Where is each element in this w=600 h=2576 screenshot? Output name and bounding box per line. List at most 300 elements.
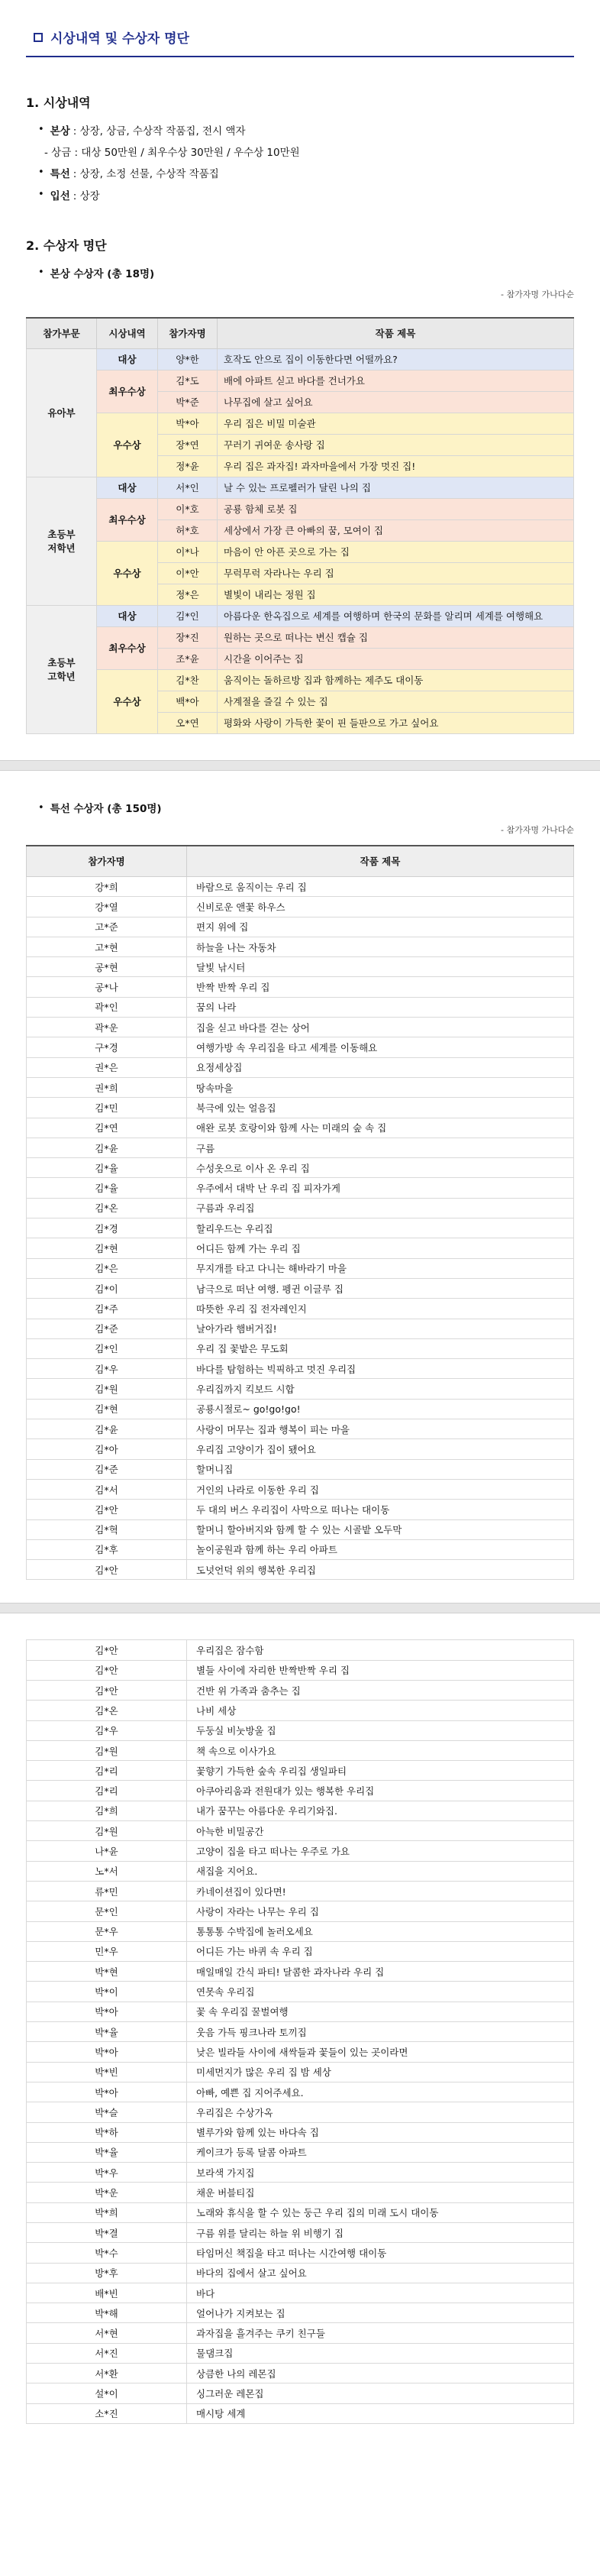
table-row [27, 1841, 574, 1861]
work-title: 별들 사이에 자리한 반짝반짝 우리 집 [187, 1660, 574, 1680]
table-row [27, 1539, 574, 1559]
work-title: 보라색 가지집 [187, 2163, 574, 2183]
bullet-dot-icon: • [38, 124, 44, 135]
work-title: 공룡 함체 로봇 집 [218, 498, 574, 519]
participant-name: 김*준 [27, 1319, 187, 1338]
award-sub-item: - 상금 : 대상 50만원 / 최우수상 30만원 / 우수상 10만원 [44, 146, 300, 159]
work-title: 세상에서 가장 큰 아빠의 꿈, 모여이 집 [218, 519, 574, 541]
participant-name: 허*호 [158, 519, 218, 541]
special-winners-table-continued [26, 1639, 574, 2424]
work-title: 달빛 낚시터 [187, 957, 574, 977]
subsection-heading: • 본상 수상자 (총 18명) [38, 267, 155, 280]
table-row [27, 1258, 574, 1278]
work-title: 매시탕 세계 [187, 2403, 574, 2423]
participant-name: 배*빈 [27, 2283, 187, 2303]
work-title: 우리 집은 과자집! 과자마을에서 가장 멋진 집! [218, 455, 574, 477]
table-row [27, 1278, 574, 1298]
participant-name: 김*현 [27, 1238, 187, 1258]
work-title: 거인의 나라로 이동한 우리 집 [187, 1479, 574, 1499]
work-title: 북극에 있는 얼음집 [187, 1098, 574, 1118]
participant-name: 이*호 [158, 498, 218, 519]
participant-name: 김*율 [27, 1178, 187, 1198]
section-awards [26, 93, 574, 205]
participant-name: 김*이 [27, 1278, 187, 1298]
participant-name: 강*열 [27, 897, 187, 917]
participant-name: 방*후 [27, 2263, 187, 2283]
work-title: 시간을 이어주는 집 [218, 648, 574, 669]
subsection-heading: • 특선 수상자 (총 150명) [38, 801, 162, 815]
work-title: 꿈의 나라 [187, 997, 574, 1017]
table-row [27, 1801, 574, 1820]
participant-name: 오*연 [158, 712, 218, 733]
participant-name: 이*나 [158, 541, 218, 562]
award-cell: 우수상 [97, 669, 158, 733]
division-cell: 유아부 [27, 348, 97, 477]
participant-name: 구*경 [27, 1037, 187, 1057]
work-title: 사계절을 즐길 수 있는 집 [218, 691, 574, 712]
section-special [26, 797, 574, 1581]
work-title: 타임머신 책집을 타고 떠나는 시간여행 대이동 [187, 2243, 574, 2263]
sort-note: - 참가자명 가나다순 [501, 824, 574, 835]
table-row [27, 1459, 574, 1479]
work-title: 아쿠아리움과 전원대가 있는 행복한 우리집 [187, 1781, 574, 1801]
work-title: 할머니 할아버지와 함께 할 수 있는 시골밭 오두막 [187, 1519, 574, 1539]
section-winners [26, 236, 574, 734]
participant-name: 민*우 [27, 1941, 187, 1961]
table-row [27, 1218, 574, 1238]
section-heading: 1. 시상내역 [26, 95, 91, 110]
table-row [27, 2283, 574, 2303]
sort-note: - 참가자명 가나다순 [501, 290, 574, 299]
work-title: 구름 [187, 1138, 574, 1157]
work-title: 우리집은 수상가옥 [187, 2102, 574, 2122]
participant-name: 김*온 [27, 1701, 187, 1720]
page-separator [0, 760, 600, 771]
work-title: 케이크가 등록 달콤 아파트 [187, 2142, 574, 2162]
participant-name: 정*은 [158, 584, 218, 605]
participant-name: 김*도 [158, 370, 218, 391]
participant-name: 박*운 [27, 2183, 187, 2202]
table-row [27, 605, 574, 626]
work-title: 사랑이 머무는 집과 행복이 피는 마을 [187, 1419, 574, 1439]
participant-name: 김*인 [158, 605, 218, 626]
participant-name: 서*진 [27, 2343, 187, 2363]
participant-name: 장*진 [158, 626, 218, 648]
work-title: 수성옷으로 이사 온 우리 집 [187, 1158, 574, 1178]
table-row [27, 1821, 574, 1841]
participant-name: 김*원 [27, 1379, 187, 1399]
table-row [27, 1319, 574, 1338]
participant-name: 백*아 [158, 691, 218, 712]
work-title: 두 대의 버스 우리집이 사막으로 떠나는 대이동 [187, 1500, 574, 1519]
work-title: 우리 집 꽃밭은 무도회 [187, 1338, 574, 1358]
work-title: 어디든 함께 가는 우리 집 [187, 1238, 574, 1258]
table-row [27, 2343, 574, 2363]
participant-name: 문*인 [27, 1901, 187, 1921]
work-title: 아늑한 비밀공간 [187, 1821, 574, 1841]
work-title: 우리집 고양이가 집이 됐어요 [187, 1439, 574, 1459]
table-row [27, 1962, 574, 1982]
award-cell: 최우수상 [97, 370, 158, 413]
work-title: 별루가와 함께 있는 바다속 집 [187, 2122, 574, 2142]
work-title: 나비 세상 [187, 1701, 574, 1720]
table-row [27, 626, 574, 648]
doc-title [26, 0, 574, 61]
table-row [27, 498, 574, 519]
work-title: 요정세상집 [187, 1057, 574, 1077]
table-row [27, 1680, 574, 1700]
special-winners-body [27, 877, 574, 1580]
table-row [27, 977, 574, 997]
table-row [27, 1740, 574, 1760]
main-winners-body [27, 348, 574, 733]
participant-name: 박*슬 [27, 2102, 187, 2122]
work-title: 꾸러기 귀여운 송사랑 집 [218, 434, 574, 455]
participant-name: 나*윤 [27, 1841, 187, 1861]
participant-name: 곽*인 [27, 997, 187, 1017]
table-row [27, 1057, 574, 1077]
work-title: 애완 로봇 호랑이와 함께 사는 미래의 숲 속 집 [187, 1118, 574, 1138]
work-title: 마음이 안 아픈 곳으로 가는 집 [218, 541, 574, 562]
table-row [27, 1500, 574, 1519]
column-header: 시상내역 [97, 318, 158, 348]
work-title: 카네이션집이 있다면! [187, 1881, 574, 1901]
work-title: 할리우드는 우리집 [187, 1218, 574, 1238]
award-cell: 우수상 [97, 541, 158, 605]
page-separator [0, 1603, 600, 1613]
work-title: 움직이는 돌하르방 집과 함께하는 제주도 대이동 [218, 669, 574, 691]
work-title: 집을 싣고 바다를 걷는 상어 [187, 1018, 574, 1037]
table-row [27, 957, 574, 977]
participant-name: 류*민 [27, 1881, 187, 1901]
participant-name: 서*환 [27, 2364, 187, 2383]
work-title: 무럭무럭 자라나는 우리 집 [218, 562, 574, 584]
work-title: 여행가방 속 우리집을 타고 세계를 이동해요 [187, 1037, 574, 1057]
table-row [27, 1178, 574, 1198]
award-cell: 대상 [97, 605, 158, 626]
participant-name: 공*현 [27, 957, 187, 977]
table-row [27, 669, 574, 691]
participant-name: 노*서 [27, 1861, 187, 1881]
participant-name: 김*윤 [27, 1138, 187, 1157]
table-row [27, 997, 574, 1017]
table-row [27, 1359, 574, 1379]
table-row [27, 2202, 574, 2222]
participant-name: 김*현 [27, 1399, 187, 1419]
division-cell: 초등부 고학년 [27, 605, 97, 733]
work-title: 과자집을 흘겨주는 쿠키 친구들 [187, 2323, 574, 2343]
participant-name: 김*원 [27, 1821, 187, 1841]
participant-name: 김*은 [27, 1258, 187, 1278]
award-cell: 대상 [97, 477, 158, 498]
participant-name: 박*이 [27, 1982, 187, 2002]
work-title: 고양이 집을 타고 떠나는 우주로 가요 [187, 1841, 574, 1861]
participant-name: 김*원 [27, 1740, 187, 1760]
table-row [27, 2364, 574, 2383]
table-row [27, 1720, 574, 1740]
participant-name: 서*현 [27, 2323, 187, 2343]
table-row [27, 370, 574, 391]
column-header: 작품 제목 [218, 318, 574, 348]
participant-name: 양*한 [158, 348, 218, 370]
table-row [27, 937, 574, 956]
work-title: 편지 위에 집 [187, 917, 574, 937]
table-row [27, 2403, 574, 2423]
participant-name: 김*우 [27, 1720, 187, 1740]
work-title: 사랑이 자라는 나무는 우리 집 [187, 1901, 574, 1921]
participant-name: 김*연 [27, 1118, 187, 1138]
participant-name: 김*후 [27, 1539, 187, 1559]
work-title: 놀이공원과 함께 하는 우리 아파트 [187, 1539, 574, 1559]
award-item: • 특선 : 상장, 소정 선물, 수상작 작품집 [38, 167, 219, 180]
table-row [27, 2042, 574, 2062]
work-title: 웃음 가득 핑크나라 토끼집 [187, 2022, 574, 2042]
work-title: 꽃 속 우리집 꿀벌여행 [187, 2002, 574, 2021]
work-title: 날아가라 햄버거집! [187, 1319, 574, 1338]
participant-name: 김*찬 [158, 669, 218, 691]
work-title: 연못속 우리집 [187, 1982, 574, 2002]
table-row [27, 2002, 574, 2021]
participant-name: 장*연 [158, 434, 218, 455]
table-row [27, 1519, 574, 1539]
participant-name: 김*준 [27, 1459, 187, 1479]
award-item: • 본상 : 상장, 상금, 수상작 작품집, 전시 액자 [38, 124, 246, 138]
table-row [27, 1640, 574, 1660]
main-winners-table [26, 317, 574, 734]
work-title: 남극으로 떠난 여행. 펭귄 이글루 집 [187, 1278, 574, 1298]
participant-name: 김*경 [27, 1218, 187, 1238]
bullet-dot-icon: • [38, 167, 44, 178]
table-row [27, 1037, 574, 1057]
work-title: 내가 꿈꾸는 아름다운 우리기와집. [187, 1801, 574, 1820]
work-title: 할머니집 [187, 1459, 574, 1479]
work-title: 통통통 수박집에 놀러오세요 [187, 1921, 574, 1941]
table-row [27, 1439, 574, 1459]
participant-name: 김*리 [27, 1761, 187, 1781]
work-title: 바다를 탐험하는 빅픽하고 멋진 우리집 [187, 1359, 574, 1379]
participant-name: 박*결 [27, 2223, 187, 2243]
table-row [27, 2062, 574, 2082]
work-title: 미세먼지가 많은 우리 집 밤 세상 [187, 2062, 574, 2082]
participant-name: 김*아 [27, 1439, 187, 1459]
work-title: 우리집은 잠수함 [187, 1640, 574, 1660]
table-row [27, 541, 574, 562]
participant-name: 박*하 [27, 2122, 187, 2142]
work-title: 두둥실 비눗방울 집 [187, 1720, 574, 1740]
work-title: 하늘을 나는 자동차 [187, 937, 574, 956]
participant-name: 박*아 [158, 413, 218, 434]
participant-name: 소*진 [27, 2403, 187, 2423]
participant-name: 김*희 [27, 1801, 187, 1820]
work-title: 꽃향기 가득한 숲속 우리집 생일파티 [187, 1761, 574, 1781]
special-winners-table [26, 845, 574, 1581]
table-row [27, 2122, 574, 2142]
column-header: 참가부문 [27, 318, 97, 348]
table-row [27, 2142, 574, 2162]
work-title: 채운 버블티집 [187, 2183, 574, 2202]
award-cell: 우수상 [97, 413, 158, 477]
table-row [27, 1479, 574, 1499]
table-row [27, 2082, 574, 2102]
participant-name: 김*리 [27, 1781, 187, 1801]
table-row [27, 413, 574, 434]
table-row [27, 2022, 574, 2042]
work-title: 호작도 안으로 집이 이동한다면 어떨까요? [218, 348, 574, 370]
table-row [27, 2383, 574, 2403]
work-title: 싱그러운 레몬집 [187, 2383, 574, 2403]
work-title: 원하는 곳으로 떠나는 변신 캡슐 집 [218, 626, 574, 648]
work-title: 평화와 사랑이 가득한 꽃이 핀 들판으로 가고 싶어요 [218, 712, 574, 733]
work-title: 따뜻한 우리 집 전자레인지 [187, 1299, 574, 1319]
work-title: 책 속으로 이사가요 [187, 1740, 574, 1760]
work-title: 무지개를 타고 다니는 해바라기 마을 [187, 1258, 574, 1278]
award-cell: 최우수상 [97, 626, 158, 669]
table-row [27, 877, 574, 897]
participant-name: 김*율 [27, 1158, 187, 1178]
participant-name: 박*아 [27, 2082, 187, 2102]
participant-name: 권*희 [27, 1077, 187, 1097]
work-title: 구름 위를 달리는 하늘 위 비행기 집 [187, 2223, 574, 2243]
work-title: 바다 [187, 2283, 574, 2303]
participant-name: 고*현 [27, 937, 187, 956]
participant-name: 김*혁 [27, 1519, 187, 1539]
table-row [27, 1701, 574, 1720]
table-row [27, 2102, 574, 2122]
participant-name: 권*은 [27, 1057, 187, 1077]
table-row [27, 2243, 574, 2263]
participant-name: 공*나 [27, 977, 187, 997]
table-row [27, 1018, 574, 1037]
participant-name: 박*우 [27, 2163, 187, 2183]
work-title: 아빠, 예쁜 집 지어주세요. [187, 2082, 574, 2102]
table-row [27, 1881, 574, 1901]
division-cell: 초등부 저학년 [27, 477, 97, 605]
participant-name: 김*안 [27, 1640, 187, 1660]
participant-name: 문*우 [27, 1921, 187, 1941]
bullet-dot-icon: • [38, 189, 44, 200]
work-title: 반짝 반짝 우리 집 [187, 977, 574, 997]
bullet-dot-icon: • [38, 801, 44, 814]
table-row [27, 1379, 574, 1399]
column-header: 작품 제목 [187, 846, 574, 877]
table-row [27, 1921, 574, 1941]
column-header: 참가자명 [158, 318, 218, 348]
participant-name: 김*우 [27, 1359, 187, 1379]
award-cell: 대상 [97, 348, 158, 370]
participant-name: 정*윤 [158, 455, 218, 477]
table-row [27, 1781, 574, 1801]
table-row [27, 2303, 574, 2323]
table-header-row [27, 318, 574, 348]
participant-name: 박*율 [27, 2142, 187, 2162]
work-title: 도넛언덕 위의 행복한 우리집 [187, 1560, 574, 1580]
work-title: 별빛이 내리는 정원 집 [218, 584, 574, 605]
table-row [27, 1419, 574, 1439]
participant-name: 서*인 [158, 477, 218, 498]
table-row [27, 1158, 574, 1178]
work-title: 바다의 집에서 살고 싶어요 [187, 2263, 574, 2283]
table-row [27, 1299, 574, 1319]
table-row [27, 1861, 574, 1881]
work-title: 새집을 지어요. [187, 1861, 574, 1881]
participant-name: 이*안 [158, 562, 218, 584]
participant-name: 김*민 [27, 1098, 187, 1118]
participant-name: 김*온 [27, 1198, 187, 1218]
participant-name: 박*아 [27, 2002, 187, 2021]
work-title: 공룡시절로~ go!go!go! [187, 1399, 574, 1419]
work-title: 아름다운 한옥집으로 세계를 여행하며 한국의 문화를 알리며 세계를 여행해요 [218, 605, 574, 626]
participant-name: 박*율 [27, 2022, 187, 2042]
table-row [27, 1098, 574, 1118]
participant-name: 박*희 [27, 2202, 187, 2222]
work-title: 땅속마을 [187, 1077, 574, 1097]
award-item: • 입선 : 상장 [38, 189, 100, 202]
table-row [27, 1660, 574, 1680]
participant-name: 박*빈 [27, 2062, 187, 2082]
participant-name: 김*안 [27, 1500, 187, 1519]
table-row [27, 2323, 574, 2343]
title-rule [26, 56, 574, 57]
page-title: 시상내역 및 수상자 명단 [50, 31, 189, 47]
work-title: 구름과 우리집 [187, 1198, 574, 1218]
participant-name: 박*수 [27, 2243, 187, 2263]
table-row [27, 2183, 574, 2202]
work-title: 우리 집은 비밀 미술관 [218, 413, 574, 434]
table-row [27, 1560, 574, 1580]
table-row [27, 1138, 574, 1157]
table-row [27, 2223, 574, 2243]
bullet-dot-icon: • [38, 267, 44, 278]
work-title: 바람으로 움직이는 우리 집 [187, 877, 574, 897]
work-title: 어디든 가는 바퀴 속 우리 집 [187, 1941, 574, 1961]
table-row [27, 1077, 574, 1097]
work-title: 우주에서 대박 난 우리 집 피자가게 [187, 1178, 574, 1198]
participant-name: 곽*운 [27, 1018, 187, 1037]
participant-name: 김*주 [27, 1299, 187, 1319]
work-title: 매일매일 간식 파티! 달콤한 과자나라 우리 집 [187, 1962, 574, 1982]
participant-name: 박*준 [158, 391, 218, 413]
work-title: 낮은 빌라들 사이에 새싹들과 꽃들이 있는 곳이라면 [187, 2042, 574, 2062]
table-row [27, 348, 574, 370]
table-row [27, 1761, 574, 1781]
participant-name: 조*윤 [158, 648, 218, 669]
table-row [27, 1118, 574, 1138]
table-row [27, 477, 574, 498]
table-row [27, 1901, 574, 1921]
table-row [27, 2263, 574, 2283]
work-title: 나무집에 살고 싶어요 [218, 391, 574, 413]
participant-name: 박*아 [27, 2042, 187, 2062]
section-heading: 2. 수상자 명단 [26, 238, 107, 253]
award-cell: 최우수상 [97, 498, 158, 541]
table-row [27, 1198, 574, 1218]
participant-name: 김*안 [27, 1560, 187, 1580]
work-title: 건반 위 가족과 춤추는 집 [187, 1680, 574, 1700]
special-winners-body [27, 1640, 574, 2424]
table-header-row [27, 846, 574, 877]
table-row [27, 1238, 574, 1258]
work-title: 노래와 휴식을 할 수 있는 둥근 우리 집의 미래 도시 대이동 [187, 2202, 574, 2222]
work-title: 날 수 있는 프로펠러가 달린 나의 집 [218, 477, 574, 498]
participant-name: 박*현 [27, 1962, 187, 1982]
work-title: 상큼한 나의 레몬집 [187, 2364, 574, 2383]
table-row [27, 897, 574, 917]
table-row [27, 1399, 574, 1419]
participant-name: 김*윤 [27, 1419, 187, 1439]
participant-name: 고*준 [27, 917, 187, 937]
participant-name: 설*이 [27, 2383, 187, 2403]
work-title: 얼어나가 지켜보는 집 [187, 2303, 574, 2323]
